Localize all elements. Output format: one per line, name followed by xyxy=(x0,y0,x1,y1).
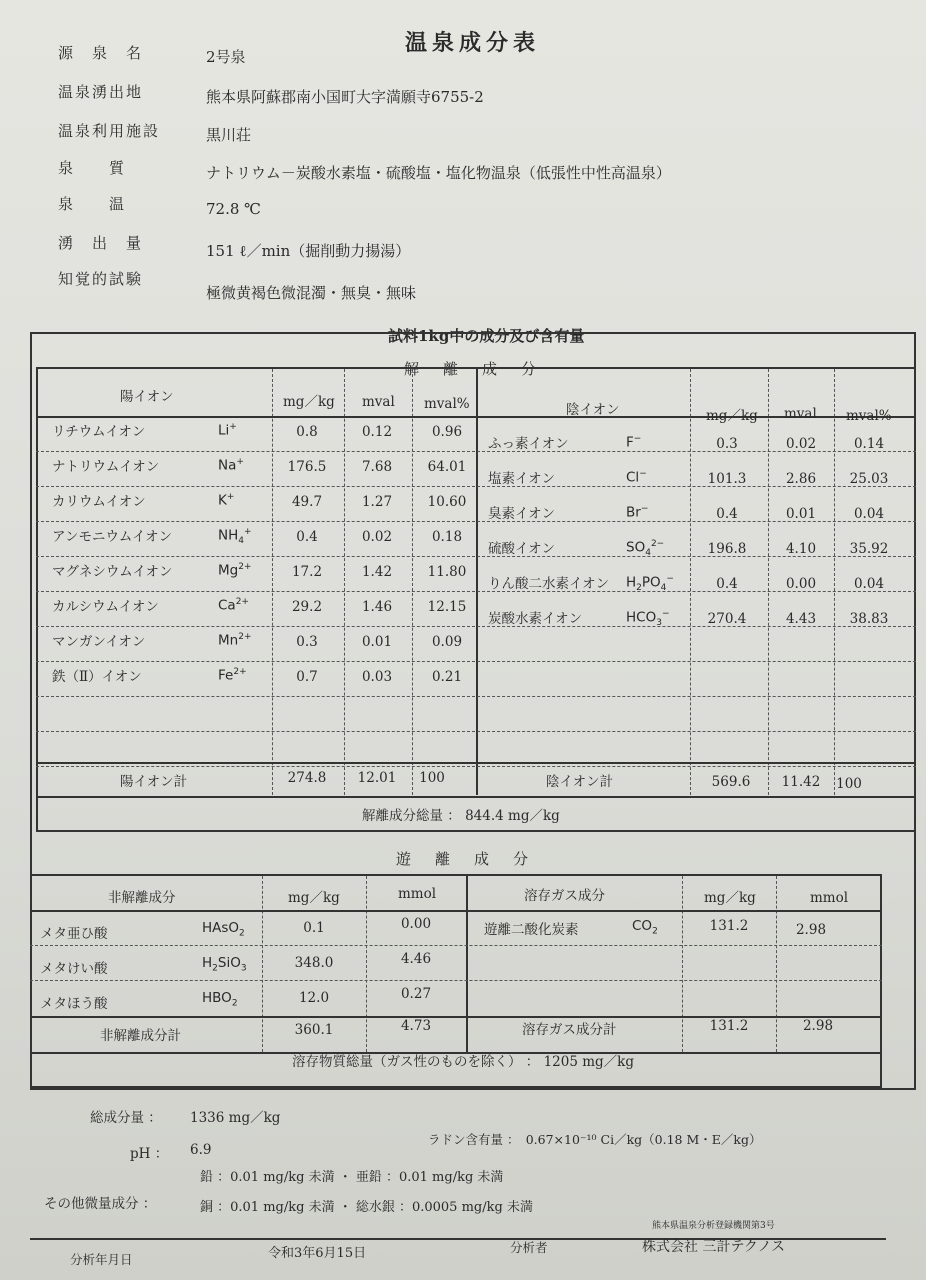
unit-mval: mval xyxy=(784,406,817,422)
value-mval-pct: 25.03 xyxy=(849,471,889,487)
dissociated-title: 解離成分 xyxy=(404,360,561,378)
compound-name: メタけい酸 xyxy=(40,961,108,977)
gas-name: 遊離二酸化炭素 xyxy=(484,922,579,938)
formula-charge: − xyxy=(661,609,670,619)
total-row-line xyxy=(36,762,916,764)
formula-charge: − xyxy=(639,469,647,479)
formula-symbol: Cl xyxy=(626,469,640,486)
header-key: 源 泉 名 xyxy=(58,44,144,62)
value-mmol: 2.98 xyxy=(795,922,827,938)
header-key: 温泉利用施設 xyxy=(58,122,161,140)
row-line xyxy=(36,696,916,697)
header-row-line xyxy=(30,910,882,912)
ion-formula xyxy=(626,504,648,521)
value-mval: 4.43 xyxy=(785,611,817,627)
formula-symbol: Fe xyxy=(218,667,234,684)
header-value: 熊本県阿蘇郡南小国町大字満願寺6755-2 xyxy=(206,88,484,106)
compound-formula xyxy=(202,920,245,939)
formula-symbol: HBO xyxy=(202,990,232,1006)
value-mval-pct: 38.83 xyxy=(849,611,889,627)
formula-symbol: CO xyxy=(632,918,653,934)
formula-charge: + xyxy=(243,527,252,537)
formula-subscript: 4 xyxy=(238,536,244,547)
header-value: 2号泉 xyxy=(206,48,246,66)
ion-formula xyxy=(626,574,674,593)
radon-content: ラドン含有量 ： 0.67×10⁻¹⁰ Ci／kg（0.18 M・E／kg） xyxy=(428,1132,762,1147)
trace-line-1: 鉛 ：0.01 mg/kg 未満 ・ 亜鉛 ：0.01 mg/kg 未満 xyxy=(200,1170,504,1185)
registration-note: 熊本県温泉分析登録機関第3号 xyxy=(652,1221,775,1231)
compound-formula xyxy=(202,955,247,974)
table-subtitle: 試料1kg中の成分及び含有量 xyxy=(388,327,585,345)
ion-name: アンモニウムイオン xyxy=(52,529,173,545)
nd-total-mg: 360.1 xyxy=(294,1022,334,1038)
formula-symbol: Li xyxy=(218,422,230,439)
cation-total-label: 陽イオン計 xyxy=(120,774,188,790)
value-mval-pct: 12.15 xyxy=(427,599,467,615)
anion-total-mg: 569.6 xyxy=(711,774,751,790)
formula-symbol: NH xyxy=(218,527,239,544)
ion-name: 硫酸イオン xyxy=(488,541,556,557)
value-mval: 0.00 xyxy=(785,576,817,592)
gas-total-mg: 131.2 xyxy=(709,1018,749,1034)
formula-symbol-2: PO xyxy=(641,574,661,591)
ion-name: リチウムイオン xyxy=(52,424,146,440)
formula-symbol-2: SiO xyxy=(217,955,241,971)
ion-formula xyxy=(218,527,252,546)
unit-mg: mg／kg xyxy=(706,408,758,424)
value-mmol: 0.00 xyxy=(400,916,432,932)
value-mg: 0.3 xyxy=(716,436,738,452)
ion-name: 鉄（Ⅱ）イオン xyxy=(52,669,142,685)
anion-total-mval: 11.42 xyxy=(781,774,821,790)
trace-label: その他微量成分 ： xyxy=(44,1196,157,1212)
row-line xyxy=(36,661,916,662)
formula-charge: − xyxy=(633,434,642,444)
ion-name: マンガンイオン xyxy=(52,634,146,650)
value-mg: 131.2 xyxy=(709,918,749,934)
value-mval-pct: 0.21 xyxy=(431,669,463,685)
value-mval-pct: 35.92 xyxy=(849,541,889,557)
total-label: 総成分量 ： xyxy=(90,1110,162,1126)
row-line xyxy=(30,945,882,946)
value-mg: 101.3 xyxy=(707,471,747,487)
value-mg: 29.2 xyxy=(291,599,323,615)
half-divider xyxy=(466,876,468,1052)
analyst-label: 分析者 xyxy=(510,1240,548,1255)
value-mval-pct: 11.80 xyxy=(427,564,467,580)
formula-charge: + xyxy=(229,422,237,432)
value-mg: 196.8 xyxy=(707,541,747,557)
formula-subscript: 2 xyxy=(652,926,658,937)
formula-symbol: Ca xyxy=(218,597,236,614)
value-mmol: 0.27 xyxy=(400,986,432,1002)
ion-formula xyxy=(218,667,247,684)
formula-subscript: 2 xyxy=(231,998,238,1009)
formula-symbol: Na xyxy=(218,457,237,474)
unit-mmol: mmol xyxy=(810,890,849,906)
value-mg: 0.8 xyxy=(296,424,318,440)
ph-label: pH ： xyxy=(130,1146,169,1162)
gas-header: 溶存ガス成分 xyxy=(524,888,605,904)
formula-subscript: 3 xyxy=(656,618,662,629)
value-mval-pct: 0.04 xyxy=(853,506,885,522)
unit-mg: mg／kg xyxy=(704,890,756,906)
ion-name: ナトリウムイオン xyxy=(52,459,160,475)
value-mmol: 4.46 xyxy=(400,951,432,967)
gas-total-mmol: 2.98 xyxy=(802,1018,834,1034)
row-line xyxy=(36,766,916,767)
gas-total-label: 溶存ガス成分計 xyxy=(522,1022,617,1038)
nondissociated-header: 非解離成分 xyxy=(108,890,176,906)
nd-total-mmol: 4.73 xyxy=(400,1018,432,1034)
value-mval-pct: 0.18 xyxy=(431,529,463,545)
compound-name: メタほう酸 xyxy=(40,996,108,1012)
formula-charge: − xyxy=(666,574,674,584)
unit-mval: mval xyxy=(362,394,395,410)
compound-formula xyxy=(202,990,238,1009)
formula-subscript: 2 xyxy=(212,963,218,974)
formula-symbol: Mn xyxy=(218,632,239,649)
value-mval: 2.86 xyxy=(785,471,817,487)
value-mg: 270.4 xyxy=(707,611,747,627)
free-title: 遊離成分 xyxy=(396,850,553,868)
header-key: 知覚的試験 xyxy=(58,270,144,288)
cation-total-mval: 12.01 xyxy=(357,770,397,786)
value-mval: 0.02 xyxy=(361,529,393,545)
free-grand-total: 溶存物質総量（ガス性のものを除く） ： 1205 mg／kg xyxy=(292,1054,634,1070)
value-mval: 0.01 xyxy=(361,634,393,650)
value-mg: 0.4 xyxy=(716,506,738,522)
value-mval: 0.02 xyxy=(785,436,817,452)
value-mval: 1.42 xyxy=(361,564,393,580)
formula-subscript: 2 xyxy=(239,928,245,939)
value-mg: 348.0 xyxy=(294,955,334,971)
formula-symbol: SO xyxy=(626,539,646,556)
header-key: 湧 出 量 xyxy=(58,234,144,252)
ion-formula xyxy=(626,434,641,451)
ion-formula xyxy=(218,457,244,474)
ion-name: 塩素イオン xyxy=(488,471,556,487)
formula-subscript-2: 4 xyxy=(660,583,667,594)
formula-subscript-2: 3 xyxy=(240,963,247,974)
value-mg: 49.7 xyxy=(291,494,323,510)
anion-total-pct: 100 xyxy=(836,776,862,792)
ion-formula xyxy=(218,597,249,614)
ion-name: 臭素イオン xyxy=(488,506,556,522)
ion-formula xyxy=(218,492,234,509)
value-mval-pct: 10.60 xyxy=(427,494,467,510)
value-mval-pct: 0.04 xyxy=(853,576,885,592)
ion-formula xyxy=(626,609,670,628)
formula-charge: − xyxy=(640,504,649,514)
value-mval: 0.01 xyxy=(785,506,817,522)
unit-mval-pct: mval% xyxy=(424,396,470,412)
formula-charge: 2+ xyxy=(233,667,247,677)
value-mval-pct: 0.09 xyxy=(431,634,463,650)
header-value: 151 ℓ／min（掘削動力揚湯） xyxy=(206,242,411,260)
total-value: 1336 mg／kg xyxy=(190,1110,281,1126)
value-mval-pct: 0.14 xyxy=(853,436,885,452)
ion-formula xyxy=(626,469,647,486)
ion-name: りん酸二水素イオン xyxy=(488,576,610,592)
formula-charge: 2+ xyxy=(235,597,249,607)
formula-symbol: HAsO xyxy=(202,920,240,936)
analyst-value: 株式会社 三計テクノス xyxy=(642,1239,786,1255)
header-value: ナトリウム－炭酸水素塩・硫酸塩・塩化物温泉（低張性中性高温泉） xyxy=(206,164,671,182)
value-mval-pct: 64.01 xyxy=(427,459,467,475)
ion-name: カルシウムイオン xyxy=(52,599,159,615)
date-label: 分析年月日 xyxy=(70,1252,133,1267)
cation-total-pct: 100 xyxy=(419,770,445,786)
value-mval: 1.27 xyxy=(361,494,393,510)
compound-name: メタ亜ひ酸 xyxy=(40,926,108,942)
ion-name: ふっ素イオン xyxy=(488,436,569,452)
formula-charge: 2− xyxy=(650,539,665,549)
value-mval: 0.12 xyxy=(361,424,393,440)
unit-mg: mg／kg xyxy=(283,394,335,410)
value-mval-pct: 0.96 xyxy=(431,424,463,440)
value-mg: 0.7 xyxy=(296,669,318,685)
formula-symbol: HCO xyxy=(626,609,657,626)
unit-mg: mg／kg xyxy=(288,890,340,906)
ion-formula xyxy=(218,422,237,439)
formula-symbol: Br xyxy=(626,504,641,521)
formula-subscript: 4 xyxy=(645,548,651,559)
value-mg: 12.0 xyxy=(298,990,330,1006)
ph-value: 6.9 xyxy=(190,1142,212,1158)
formula-charge: 2+ xyxy=(238,632,252,642)
gas-formula xyxy=(632,918,658,937)
header-key: 泉 質 xyxy=(58,159,127,177)
unit-mval-pct: mval% xyxy=(846,408,892,424)
header-value: 極微黄褐色微混濁・無臭・無味 xyxy=(206,284,417,302)
formula-symbol: F xyxy=(626,434,634,451)
header-key: 温泉湧出地 xyxy=(58,83,144,101)
formula-symbol: H xyxy=(626,574,637,591)
ion-formula xyxy=(218,632,252,649)
nd-total-label: 非解離成分計 xyxy=(100,1028,181,1044)
ion-name: カリウムイオン xyxy=(52,494,146,510)
value-mval: 1.46 xyxy=(361,599,393,615)
value-mval: 4.10 xyxy=(785,541,817,557)
ion-formula xyxy=(626,539,664,558)
cation-total-mg: 274.8 xyxy=(287,770,327,786)
row-line xyxy=(36,731,916,732)
formula-charge: + xyxy=(226,492,235,502)
anion-header: 陰イオン xyxy=(566,402,620,418)
value-mg: 0.4 xyxy=(716,576,738,592)
formula-symbol: H xyxy=(202,955,213,971)
trace-line-2: 銅 ：0.01 mg/kg 未満 ・ 総水銀 ：0.0005 mg/kg 未満 xyxy=(200,1200,533,1215)
formula-charge: + xyxy=(236,457,244,467)
dissociated-grand-total: 解離成分総量 ： 844.4 mg／kg xyxy=(362,808,560,824)
document-title: 温泉成分表 xyxy=(405,30,541,56)
ion-name: 炭酸水素イオン xyxy=(488,611,583,627)
formula-charge: 2+ xyxy=(238,562,252,572)
value-mg: 0.1 xyxy=(303,920,325,936)
value-mg: 0.4 xyxy=(296,529,318,545)
header-value: 72.8 ℃ xyxy=(206,200,261,218)
row-line xyxy=(30,980,882,981)
formula-symbol: Mg xyxy=(218,562,239,579)
formula-symbol: K xyxy=(218,492,227,509)
value-mval: 0.03 xyxy=(361,669,393,685)
header-value: 黒川荘 xyxy=(206,126,252,144)
unit-mmol: mmol xyxy=(398,886,437,902)
date-value: 令和3年6月15日 xyxy=(268,1246,367,1261)
value-mval: 7.68 xyxy=(361,459,393,475)
value-mg: 17.2 xyxy=(291,564,323,580)
grand-total-line xyxy=(36,796,916,798)
formula-subscript: 2 xyxy=(636,583,642,594)
header-key: 泉 温 xyxy=(58,195,127,213)
ion-formula xyxy=(218,562,252,579)
value-mg: 0.3 xyxy=(296,634,318,650)
anion-total-label: 陰イオン計 xyxy=(546,774,614,790)
cation-header: 陽イオン xyxy=(120,389,174,405)
ion-name: マグネシウムイオン xyxy=(52,564,173,580)
value-mg: 176.5 xyxy=(287,459,327,475)
